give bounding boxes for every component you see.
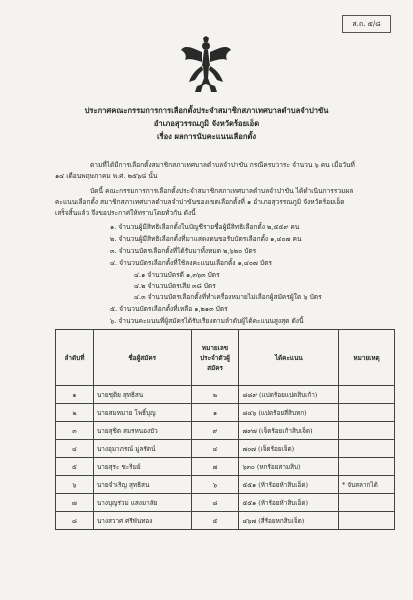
- cell-name: นายจำเริญ สุทธิสน: [93, 476, 191, 494]
- cell-votes: ๗๐๗ (เจ็ดร้อยเจ็ด): [239, 440, 339, 458]
- cell-votes: ๕๕๑ (ห้าร้อยห้าสิบเอ็ด): [239, 494, 339, 512]
- cell-number: ๘: [191, 494, 239, 512]
- list-item: ๑. จำนวนผู้มีสิทธิเลือกตั้งในบัญชีรายชื่อผู้มีสิทธิเลือกตั้ง ๒,๕๕๙ คน: [110, 223, 300, 231]
- cell-name: นายชุติย สุทธิสน: [93, 386, 191, 404]
- cell-number: ๔: [191, 440, 239, 458]
- list-item: ๖. จำนวนคะแนนที่ผู้สมัครได้รับเรียงตามลำดับผู้ได้คะแนนสูงสุด ดังนี้: [110, 317, 304, 325]
- list-item: ๕. จำนวนบัตรเลือกตั้งที่เหลือ ๑,๒๑๓ บัตร: [110, 305, 228, 313]
- cell-name: นายสมหมาย โพธิ์บุญ: [93, 404, 191, 422]
- cell-votes: ๘๔๖ (แปดร้อยสี่สิบหก): [239, 404, 339, 422]
- cell-number: ๑: [191, 404, 239, 422]
- cell-name: นางบุญร่วม แสงมาลัย: [93, 494, 191, 512]
- table-row: [56, 404, 395, 422]
- cell-number: ๕: [191, 512, 239, 530]
- table-row: [56, 512, 395, 530]
- cell-votes: ๕๕๑ (ห้าร้อยห้าสิบเอ็ด): [239, 476, 339, 494]
- cell-name: นางอุมาภรณ์ มูลรัตน์: [93, 440, 191, 458]
- cell-rank: ๕: [56, 458, 94, 476]
- intro-paragraph-2-line-1: บัดนี้ คณะกรรมการการเลือกตั้งประจำสมาชิกสภาเทศบาลตำบลจำปาขัน ได้ดำเนินการรวมผล: [90, 187, 354, 195]
- cell-note: [339, 440, 395, 458]
- cell-number: ๗: [191, 458, 239, 476]
- table-header-row: [56, 330, 395, 386]
- district-line: อำเภอสุวรรณภูมิ จังหวัดร้อยเอ็ด: [153, 119, 260, 128]
- table-row: [56, 494, 395, 512]
- header-votes: ได้คะแนน: [239, 330, 339, 386]
- cell-votes: ๔๖๗ (สี่ร้อยหกสิบเจ็ด): [239, 512, 339, 530]
- document-code: ส.ถ. ๕/๘: [342, 15, 391, 33]
- header-name: ชื่อผู้สมัคร: [93, 330, 191, 386]
- table-row: [56, 476, 395, 494]
- list-sub-item: ๔.๓ จำนวนบัตรเลือกตั้งที่ทำเครื่องหมายไม่เลือกผู้สมัครผู้ใด ๖ บัตร: [134, 293, 322, 301]
- cell-rank: ๒: [56, 404, 94, 422]
- intro-paragraph-1-line-2: ๑๔ เดือนพฤษภาคม พ.ศ. ๒๕๖๘ นั้น: [55, 172, 158, 180]
- table-row: [56, 422, 395, 440]
- cell-note: [339, 458, 395, 476]
- list-sub-item: ๔.๑ จำนวนบัตรดี ๑,๓๖๓ บัตร: [134, 271, 220, 279]
- cell-votes: ๗๙๗ (เจ็ดร้อยเก้าสิบเจ็ด): [239, 422, 339, 440]
- cell-rank: ๔: [56, 440, 94, 458]
- header-note: หมายเหตุ: [339, 330, 395, 386]
- cell-name: นางสวาศ ศรีพันทอง: [93, 512, 191, 530]
- header-number: หมายเลขประจำตัวผู้สมัคร: [191, 330, 239, 386]
- cell-note: [339, 404, 395, 422]
- cell-votes: ๖๓๐ (หกร้อยสามสิบ): [239, 458, 339, 476]
- cell-note: [339, 512, 395, 530]
- cell-rank: ๗: [56, 494, 94, 512]
- cell-rank: ๖: [56, 476, 94, 494]
- announcement-title: ประกาศคณะกรรมการการเลือกตั้งประจำสมาชิกสภาเทศบาลตำบลจำปาขัน: [84, 106, 329, 115]
- cell-rank: ๓: [56, 422, 94, 440]
- cell-note: [339, 386, 395, 404]
- cell-name: นายสุระ ชะริมย์: [93, 458, 191, 476]
- list-item: ๒. จำนวนผู้มีสิทธิเลือกตั้งที่มาแสดงตนขอรับบัตรเลือกตั้ง ๑,๔๐๗ คน: [110, 235, 302, 243]
- cell-note: * จับสลากได้: [339, 476, 395, 494]
- table-row: [56, 458, 395, 476]
- results-table: [55, 329, 395, 530]
- table-row: [56, 440, 395, 458]
- header-rank: ลำดับที่: [56, 330, 94, 386]
- intro-paragraph-2-line-3: เสร็จสิ้นแล้ว จึงขอประกาศให้ทราบโดยทั่วกัน ดังนี้: [55, 209, 196, 217]
- cell-name: นายสุชิต สมรหนองบัว: [93, 422, 191, 440]
- garuda-emblem-icon: [181, 36, 231, 94]
- subject-line: เรื่อง ผลการนับคะแนนเลือกตั้ง: [156, 132, 257, 141]
- cell-rank: ๘: [56, 512, 94, 530]
- cell-note: [339, 422, 395, 440]
- table-row: [56, 386, 395, 404]
- cell-number: ๖: [191, 476, 239, 494]
- intro-paragraph-2-line-2: คะแนนเลือกตั้ง สมาชิกสภาเทศบาลตำบลจำปาขันของเขตเลือกตั้งที่ ๑ อำเภอสุวรรณภูมิ จังหวัดร้อยเอ็ด: [55, 198, 345, 206]
- cell-rank: ๑: [56, 386, 94, 404]
- list-item: ๓. จำนวนบัตรเลือกตั้งที่ได้รับมาทั้งหมด ๒,๖๒๐ บัตร: [110, 247, 257, 255]
- cell-note: [339, 494, 395, 512]
- cell-number: ๒: [191, 386, 239, 404]
- list-item: ๔. จำนวนบัตรเลือกตั้งที่ใช้ลงคะแนนเลือกตั้ง ๑,๔๐๗ บัตร: [110, 259, 272, 267]
- cell-number: ๙: [191, 422, 239, 440]
- intro-paragraph-1-line-1: ตามที่ได้มีการเลือกตั้งสมาชิกสภาเทศบาลตำบลจำปาขัน กรณีครบวาระ จำนวน ๖ คน เมื่อวันที่: [90, 161, 355, 169]
- cell-votes: ๘๘๙ (แปดร้อยแปดสิบเก้า): [239, 386, 339, 404]
- list-sub-item: ๔.๒ จำนวนบัตรเสีย ๓๘ บัตร: [134, 282, 216, 290]
